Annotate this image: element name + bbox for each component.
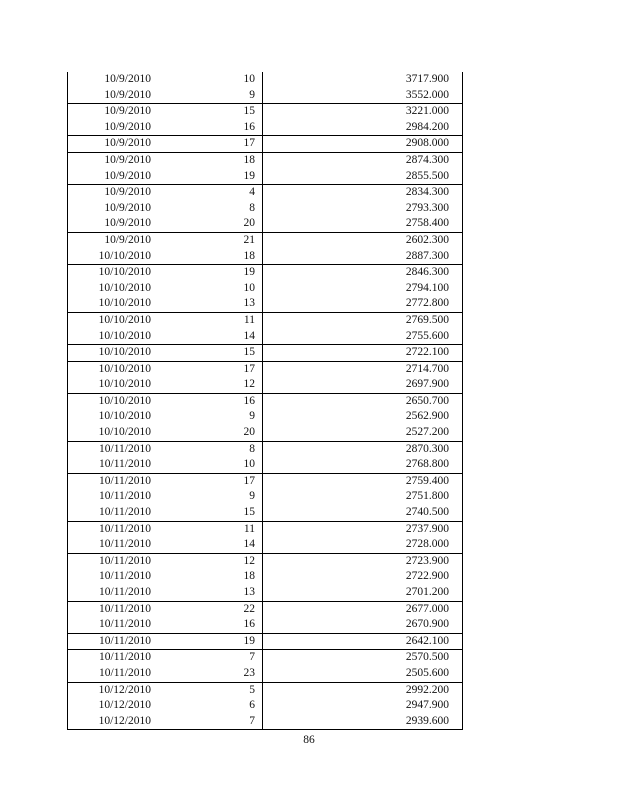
value-cell: 2714.700 — [405, 362, 449, 375]
value-cell: 2855.500 — [405, 169, 449, 182]
table-row — [68, 537, 462, 553]
id-cell: 19 — [151, 169, 263, 185]
date-cell: 10/10/2010 — [98, 281, 151, 294]
value-cell: 2737.900 — [405, 522, 449, 535]
row-group — [68, 553, 462, 601]
row-group — [68, 601, 462, 633]
id-cell: 9 — [151, 489, 263, 505]
table-row — [68, 216, 462, 232]
date-cell: 10/12/2010 — [98, 714, 151, 727]
value-cell: 2728.000 — [405, 538, 449, 551]
value-cell: 2759.400 — [405, 474, 449, 487]
table-row — [68, 265, 462, 281]
value-cell: 2602.300 — [405, 233, 449, 246]
table-row — [68, 634, 462, 650]
date-cell: 10/11/2010 — [99, 554, 151, 567]
date-cell: 10/10/2010 — [98, 346, 151, 359]
table-row — [68, 394, 462, 410]
date-cell: 10/9/2010 — [104, 233, 151, 246]
date-cell: 10/10/2010 — [98, 266, 151, 279]
date-cell: 10/11/2010 — [99, 666, 151, 679]
value-cell: 2947.900 — [405, 699, 449, 712]
row-group — [68, 103, 462, 135]
table-row — [68, 569, 462, 585]
date-cell: 10/10/2010 — [98, 362, 151, 375]
table-row — [68, 425, 462, 441]
date-cell: 10/11/2010 — [99, 602, 151, 615]
row-group — [68, 649, 462, 681]
value-cell: 2769.500 — [405, 313, 449, 326]
date-cell: 10/12/2010 — [98, 699, 151, 712]
id-cell: 19 — [151, 265, 263, 281]
id-cell: 10 — [151, 281, 263, 297]
id-cell: 15 — [151, 345, 263, 361]
value-cell: 2677.000 — [405, 602, 449, 615]
date-cell: 10/11/2010 — [99, 570, 151, 583]
row-group — [68, 633, 462, 650]
value-cell: 2562.900 — [405, 410, 449, 423]
date-cell: 10/11/2010 — [99, 490, 151, 503]
id-cell: 17 — [151, 362, 263, 378]
date-cell: 10/11/2010 — [99, 538, 151, 551]
value-cell: 2768.800 — [405, 458, 449, 471]
table-row — [68, 505, 462, 521]
id-cell: 5 — [151, 683, 263, 699]
row-group — [68, 232, 462, 264]
value-cell: 2722.900 — [405, 570, 449, 583]
table-row — [68, 233, 462, 249]
id-cell: 13 — [151, 585, 263, 601]
data-table — [67, 72, 463, 730]
id-cell: 10 — [151, 457, 263, 473]
value-cell: 2984.200 — [405, 120, 449, 133]
date-cell: 10/11/2010 — [99, 634, 151, 647]
date-cell: 10/9/2010 — [104, 120, 151, 133]
table-row — [68, 474, 462, 490]
value-cell: 2740.500 — [405, 506, 449, 519]
id-cell: 6 — [151, 698, 263, 714]
table-row — [68, 169, 462, 185]
id-cell: 16 — [151, 617, 263, 633]
date-cell: 10/11/2010 — [99, 442, 151, 455]
row-group — [68, 344, 462, 361]
value-cell: 2846.300 — [405, 266, 449, 279]
row-group — [68, 682, 462, 730]
date-cell: 10/10/2010 — [98, 394, 151, 407]
date-cell: 10/11/2010 — [99, 458, 151, 471]
id-cell: 14 — [151, 537, 263, 553]
table-row — [68, 617, 462, 633]
value-cell: 2697.900 — [405, 378, 449, 391]
date-cell: 10/9/2010 — [104, 201, 151, 214]
id-cell: 8 — [151, 442, 263, 458]
table-row — [68, 714, 462, 730]
id-cell: 18 — [151, 569, 263, 585]
table-row — [68, 136, 462, 152]
row-group — [68, 441, 462, 473]
value-cell: 3221.000 — [405, 105, 449, 118]
value-cell: 2505.600 — [405, 666, 449, 679]
table-row — [68, 362, 462, 378]
value-cell: 2939.600 — [405, 714, 449, 727]
id-cell: 9 — [151, 409, 263, 425]
table-row — [68, 281, 462, 297]
value-cell: 2834.300 — [405, 186, 449, 199]
table-row — [68, 377, 462, 393]
table-row — [68, 313, 462, 329]
id-cell: 9 — [151, 88, 263, 104]
row-group — [68, 184, 462, 232]
value-cell: 2670.900 — [405, 618, 449, 631]
id-cell: 4 — [151, 185, 263, 201]
value-cell: 2570.500 — [405, 651, 449, 664]
id-cell: 11 — [151, 313, 263, 329]
row-group — [68, 312, 462, 344]
table-row — [68, 88, 462, 104]
value-cell: 2794.100 — [405, 281, 449, 294]
table-row — [68, 457, 462, 473]
id-cell: 18 — [151, 153, 263, 169]
date-cell: 10/10/2010 — [98, 249, 151, 262]
id-cell: 12 — [151, 377, 263, 393]
id-cell: 7 — [151, 650, 263, 666]
table-row — [68, 522, 462, 538]
row-group — [68, 152, 462, 184]
value-cell: 2870.300 — [405, 442, 449, 455]
table-row — [68, 120, 462, 136]
value-cell: 3717.900 — [405, 73, 449, 85]
table-row — [68, 650, 462, 666]
value-cell: 2650.700 — [405, 394, 449, 407]
table-row — [68, 104, 462, 120]
table-row — [68, 153, 462, 169]
table-row — [68, 489, 462, 505]
id-cell: 20 — [151, 216, 263, 232]
value-cell: 2793.300 — [405, 201, 449, 214]
value-cell: 2723.900 — [405, 554, 449, 567]
table-row — [68, 602, 462, 618]
value-cell: 2751.800 — [405, 490, 449, 503]
id-cell: 15 — [151, 104, 263, 120]
date-cell: 10/9/2010 — [104, 153, 151, 166]
table-row — [68, 698, 462, 714]
value-cell: 2874.300 — [405, 153, 449, 166]
id-cell: 19 — [151, 634, 263, 650]
id-cell: 7 — [151, 714, 263, 730]
id-cell: 11 — [151, 522, 263, 538]
page-number: 86 — [303, 734, 315, 746]
date-cell: 10/9/2010 — [104, 73, 151, 85]
table-row — [68, 442, 462, 458]
table-row — [68, 185, 462, 201]
id-cell: 15 — [151, 505, 263, 521]
date-cell: 10/11/2010 — [99, 618, 151, 631]
date-cell: 10/9/2010 — [104, 217, 151, 230]
date-cell: 10/9/2010 — [104, 186, 151, 199]
date-cell: 10/11/2010 — [99, 651, 151, 664]
id-cell: 14 — [151, 329, 263, 345]
table-row — [68, 585, 462, 601]
table-row — [68, 72, 462, 88]
table-row — [68, 329, 462, 345]
value-cell: 3552.000 — [405, 88, 449, 101]
id-cell: 22 — [151, 602, 263, 618]
date-cell: 10/9/2010 — [104, 137, 151, 150]
table-row — [68, 554, 462, 570]
value-cell: 2887.300 — [405, 249, 449, 262]
id-cell: 12 — [151, 554, 263, 570]
table-row — [68, 683, 462, 699]
id-cell: 13 — [151, 296, 263, 312]
id-cell: 16 — [151, 394, 263, 410]
row-group — [68, 393, 462, 441]
date-cell: 10/9/2010 — [104, 88, 151, 101]
date-cell: 10/10/2010 — [98, 378, 151, 391]
table-row — [68, 249, 462, 265]
row-group — [68, 361, 462, 393]
date-cell: 10/11/2010 — [99, 522, 151, 535]
date-cell: 10/10/2010 — [98, 329, 151, 342]
date-cell: 10/10/2010 — [98, 297, 151, 310]
id-cell: 17 — [151, 474, 263, 490]
id-cell: 10 — [151, 72, 263, 88]
id-cell: 8 — [151, 201, 263, 217]
row-group — [68, 473, 462, 521]
date-cell: 10/12/2010 — [98, 683, 151, 696]
date-cell: 10/11/2010 — [99, 506, 151, 519]
value-cell: 2527.200 — [405, 426, 449, 439]
table-row — [68, 201, 462, 217]
table-row — [68, 345, 462, 361]
value-cell: 2908.000 — [405, 137, 449, 150]
id-cell: 23 — [151, 666, 263, 682]
date-cell: 10/10/2010 — [98, 426, 151, 439]
table-row — [68, 409, 462, 425]
row-group — [68, 135, 462, 152]
date-cell: 10/10/2010 — [98, 313, 151, 326]
value-cell: 2772.800 — [405, 297, 449, 310]
row-group — [68, 521, 462, 553]
id-cell: 16 — [151, 120, 263, 136]
id-cell: 18 — [151, 249, 263, 265]
id-cell: 17 — [151, 136, 263, 152]
row-group — [68, 264, 462, 312]
date-cell: 10/11/2010 — [99, 474, 151, 487]
date-cell: 10/11/2010 — [99, 586, 151, 598]
table-row — [68, 666, 462, 682]
row-group — [68, 72, 462, 103]
table-row — [68, 296, 462, 312]
date-cell: 10/9/2010 — [104, 105, 151, 118]
value-cell: 2755.600 — [405, 329, 449, 342]
value-cell: 2758.400 — [405, 217, 449, 230]
date-cell: 10/10/2010 — [98, 410, 151, 423]
date-cell: 10/9/2010 — [104, 169, 151, 182]
id-cell: 20 — [151, 425, 263, 441]
value-cell: 2992.200 — [405, 683, 449, 696]
id-cell: 21 — [151, 233, 263, 249]
value-cell: 2722.100 — [405, 346, 449, 359]
value-cell: 2642.100 — [405, 634, 449, 647]
value-cell: 2701.200 — [405, 586, 449, 598]
